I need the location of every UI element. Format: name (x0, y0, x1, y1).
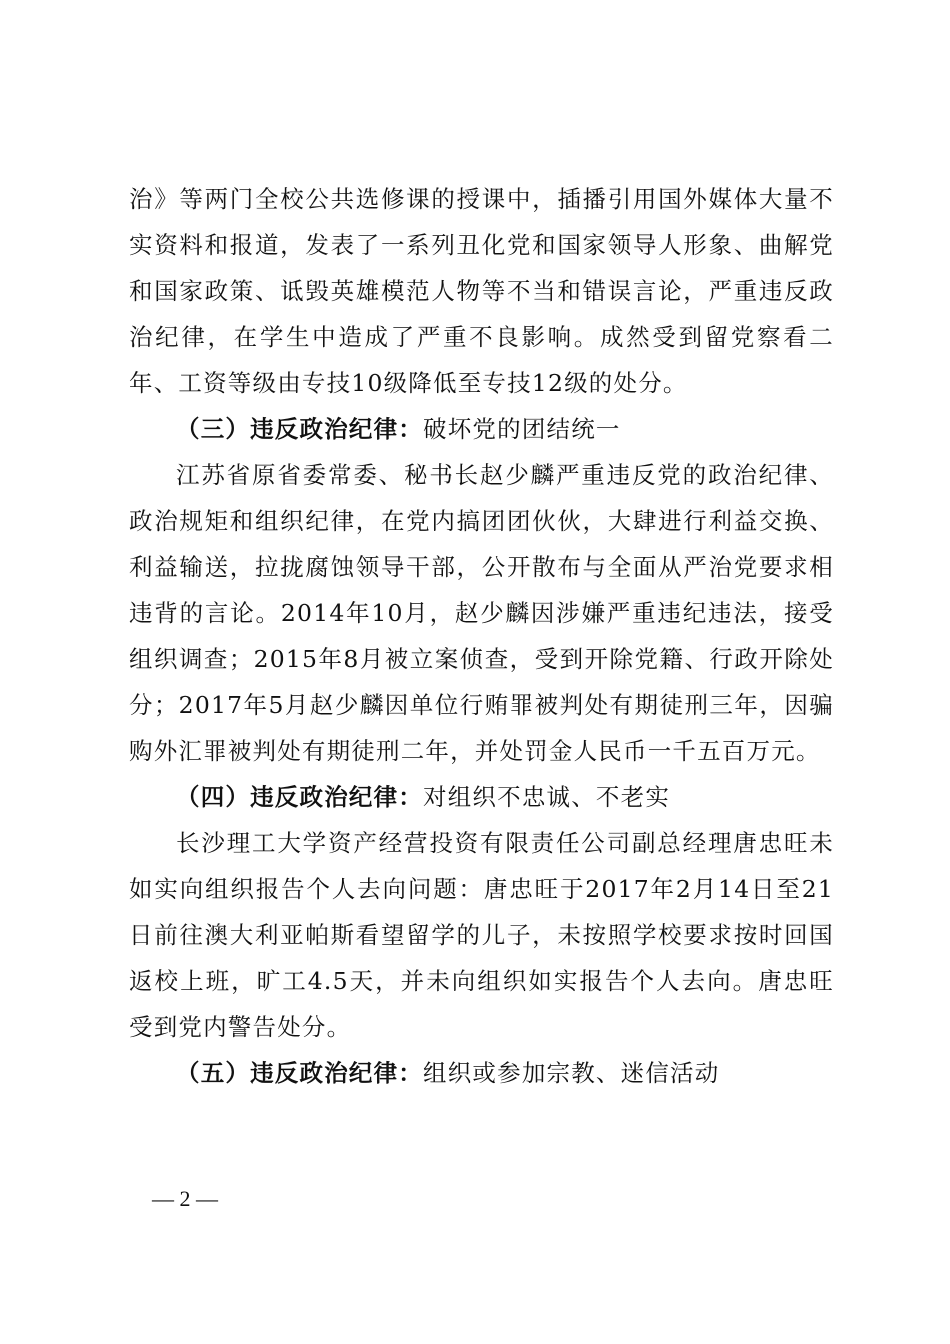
section-number: （四） (176, 783, 251, 811)
section-title: 对组织不忠诚、不老实 (423, 783, 671, 811)
section-title: 破坏党的团结统一 (423, 415, 621, 443)
paragraph-continuation: 治》等两门全校公共选修课的授课中，插播引用国外媒体大量不实资料和报道，发表了一系列丑化党和国家领导人形象、曲解党和国家政策、诋毁英雄模范人物等不当和错误言论，严重违反政治纪律，在学生中造成了严重不良影响。成然受到留党察看二年、工资等级由专技10级降低至专技12级的处分。 (129, 185, 834, 397)
section-title: 组织或参加宗教、迷信活动 (423, 1059, 720, 1087)
section-heading-3 (129, 406, 834, 452)
section-label: 违反政治纪律： (250, 1059, 424, 1087)
section-number: （五） (176, 1059, 251, 1087)
section-label: 违反政治纪律： (250, 783, 424, 811)
section-number: （三） (176, 415, 251, 443)
section-label: 违反政治纪律： (250, 415, 424, 443)
section-heading-5 (129, 1050, 834, 1096)
document-body (129, 176, 834, 1096)
paragraph-case-tang: 长沙理工大学资产经营投资有限责任公司副总经理唐忠旺未如实向组织报告个人去向问题：唐忠旺于2017年2月14日至21日前往澳大利亚帕斯看望留学的儿子，未按照学校要求按时回国返校上班，旷工4.5天，并未向组织如实报告个人去向。唐忠旺受到党内警告处分。 (129, 829, 834, 1041)
section-heading-4 (129, 774, 834, 820)
page-number: — 2 — (152, 1186, 218, 1211)
paragraph-case-zhao: 江苏省原省委常委、秘书长赵少麟严重违反党的政治纪律、政治规矩和组织纪律，在党内搞团团伙伙，大肆进行利益交换、利益输送，拉拢腐蚀领导干部，公开散布与全面从严治党要求相违背的言论。2014年10月，赵少麟因涉嫌严重违纪违法，接受组织调查；2015年8月被立案侦查，受到开除党籍、行政开除处分；2017年5月赵少麟因单位行贿罪被判处有期徒刑三年，因骗购外汇罪被判处有期徒刑二年，并处罚金人民币一千五百万元。 (129, 461, 834, 765)
